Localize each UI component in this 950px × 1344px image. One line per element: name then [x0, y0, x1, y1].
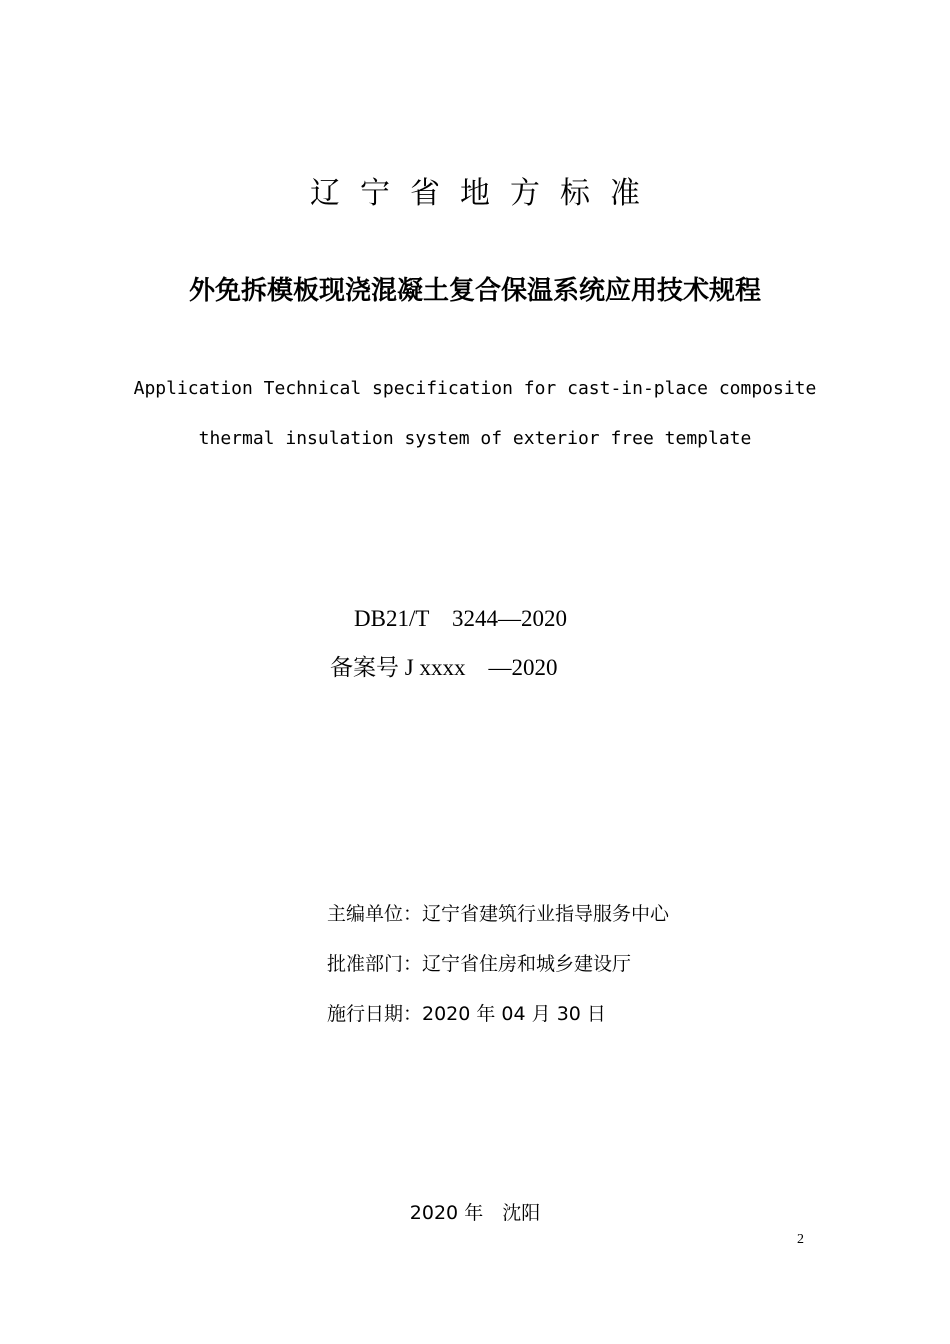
approval-department: 批准部门：辽宁省住房和城乡建设厅	[327, 953, 632, 975]
effective-date: 施行日期：2020 年 04 月 30 日	[327, 1003, 606, 1025]
chinese-title: 外免拆模板现浇混凝土复合保温系统应用技术规程	[188, 276, 761, 306]
footer-year-place: 2020 年 沈阳	[409, 1202, 541, 1224]
standard-code: DB21/T 3244—2020	[354, 606, 567, 631]
record-number: 备案号 J xxxx —2020	[330, 655, 558, 680]
standard-category-title: 辽宁省地方标准	[310, 176, 660, 211]
english-title-line-1: Application Technical specification for cast-in-place composite	[133, 378, 817, 399]
english-title-line-2: thermal insulation system of exterior free template	[198, 428, 752, 449]
page-number: 2	[797, 1232, 804, 1247]
editor-unit: 主编单位：辽宁省建筑行业指导服务中心	[327, 903, 670, 925]
